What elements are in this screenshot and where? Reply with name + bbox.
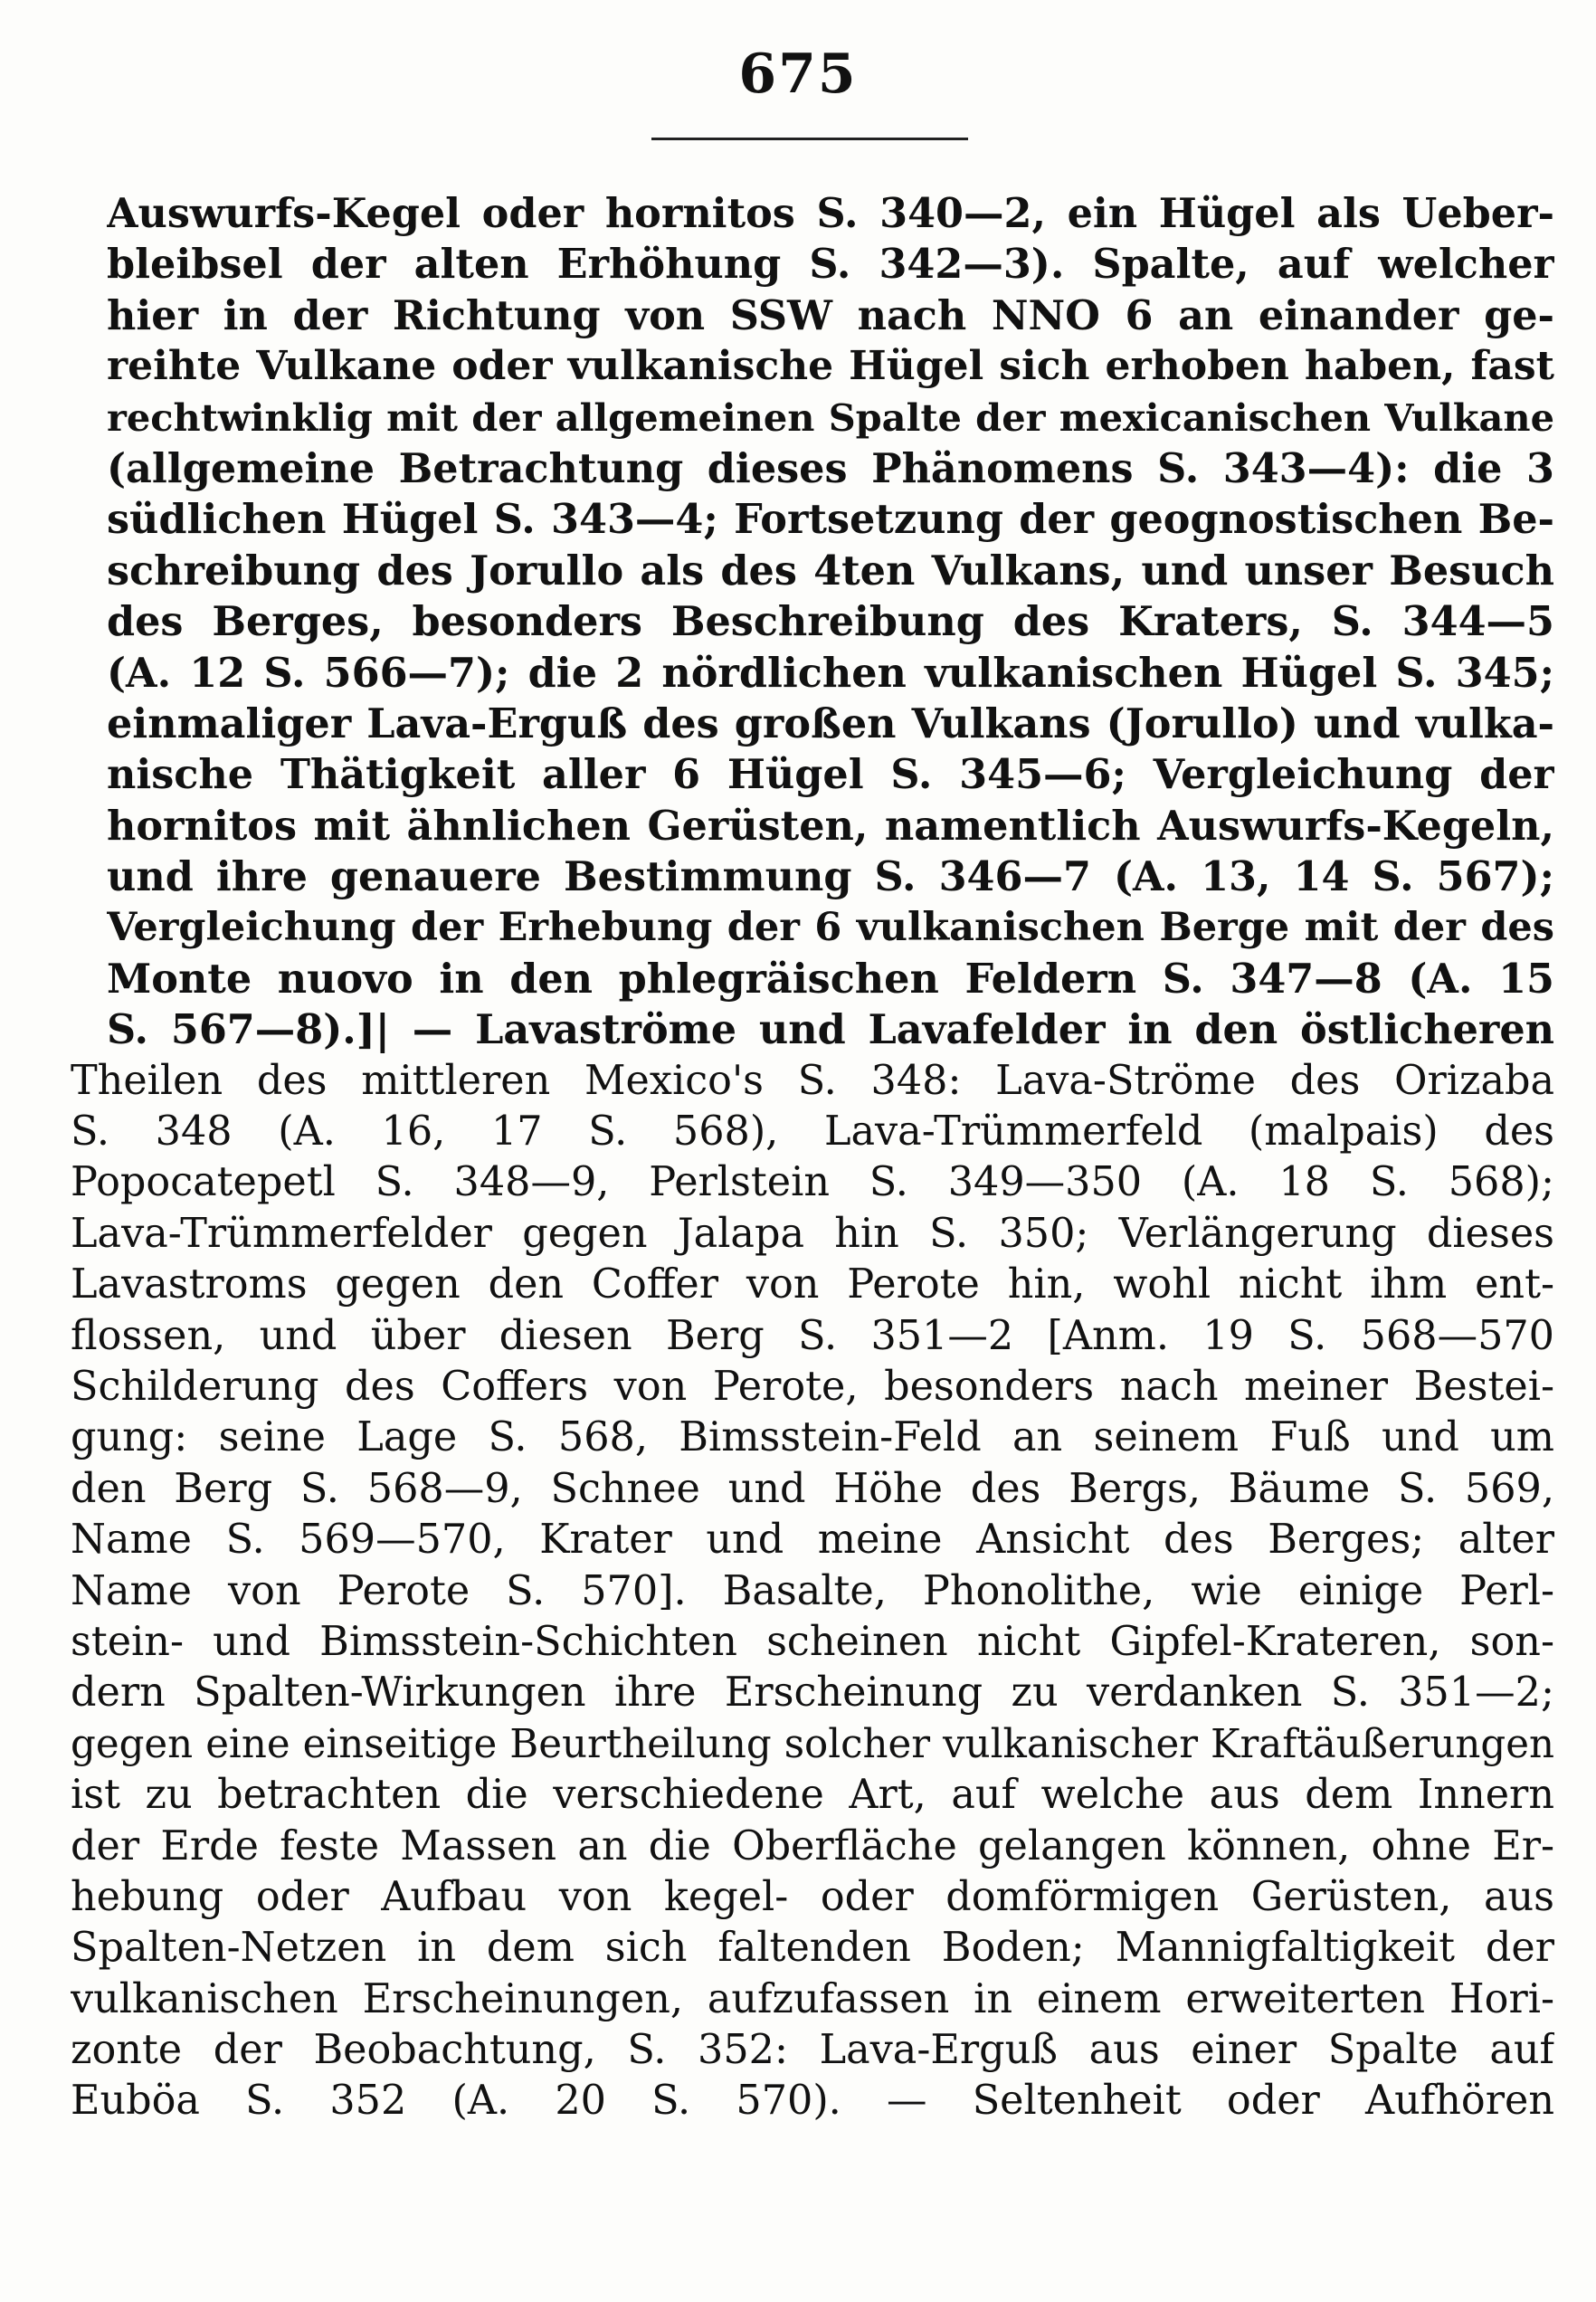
text-line: bleibsel der alten Erhöhung S. 342—3). Spalte, auf welcher <box>107 241 1554 289</box>
text-line: einmaliger Lava-Erguß des großen Vulkans (Jorullo) und vulka- <box>107 699 1554 747</box>
text-line: Popocatepetl S. 348—9, Perlstein S. 349—350 (A. 18 S. 568); <box>71 1159 1554 1206</box>
text-line: S. 567—8).]| — Lavaströme und Lavafelder in den östlicheren <box>107 1006 1554 1054</box>
text-line: schreibung des Jorullo als des 4ten Vulkans, und unser Besuch <box>107 547 1554 595</box>
text-line: gung: seine Lage S. 568, Bimsstein-Feld an seinem Fuß und um <box>71 1414 1554 1461</box>
text-line: Euböa S. 352 (A. 20 S. 570). — Seltenheit oder Aufhören <box>71 2078 1554 2125</box>
text-line: und ihre genauere Bestimmung S. 346—7 (A. 13, 14 S. 567); <box>107 853 1554 901</box>
text-line: des Berges, besonders Beschreibung des Kraters, S. 344—5 <box>107 598 1554 646</box>
text-line: der Erde feste Massen an die Oberfläche gelangen können, ohne Er- <box>71 1822 1554 1869</box>
text-line: gegen eine einseitige Beurtheilung solcher vulkanischer Kraftäußerungen <box>71 1721 1554 1767</box>
text-line: Spalten-Netzen in dem sich faltenden Boden; Mannigfaltigkeit der <box>71 1925 1554 1972</box>
text-line: (allgemeine Betrachtung dieses Phänomens S. 343—4): die 3 <box>107 444 1554 492</box>
text-line: Auswurfs-Kegel oder hornitos S. 340—2, ein Hügel als Ueber- <box>107 190 1554 237</box>
text-line: Lava-Trümmerfelder gegen Jalapa hin S. 350; Verlängerung dieses <box>71 1210 1554 1257</box>
text-line: (A. 12 S. 566—7); die 2 nördlichen vulkanischen Hügel S. 345; <box>107 649 1554 697</box>
body-text <box>71 188 1554 2127</box>
text-line: zonte der Beobachtung, S. 352: Lava-Erguß aus einer Spalte auf <box>71 2027 1554 2074</box>
text-line: flossen, und über diesen Berg S. 351—2 [Anm. 19 S. 568—570 <box>71 1312 1554 1359</box>
text-line: stein- und Bimsstein-Schichten scheinen nicht Gipfel-Krateren, son- <box>71 1618 1554 1665</box>
text-line: S. 348 (A. 16, 17 S. 568), Lava-Trümmerfeld (malpais) des <box>71 1108 1554 1156</box>
text-line: den Berg S. 568—9, Schnee und Höhe des Bergs, Bäume S. 569, <box>71 1465 1554 1512</box>
text-line: vulkanischen Erscheinungen, aufzufassen in einem erweiterten Hori- <box>71 1975 1554 2022</box>
text-line: hebung oder Aufbau von kegel- oder domförmigen Gerüsten, aus <box>71 1873 1554 1920</box>
text-line: nische Thätigkeit aller 6 Hügel S. 345—6; Vergleichung der <box>107 751 1554 799</box>
text-line: Schilderung des Coffers von Perote, besonders nach meiner Bestei- <box>71 1363 1554 1410</box>
text-line: südlichen Hügel S. 343—4; Fortsetzung der geognostischen Be- <box>107 496 1554 544</box>
text-line: rechtwinklig mit der allgemeinen Spalte der mexicanischen Vulkane <box>107 395 1554 440</box>
text-line: dern Spalten-Wirkungen ihre Erscheinung zu verdanken S. 351—2; <box>71 1669 1554 1717</box>
text-line: Name von Perote S. 570]. Basalte, Phonolithe, wie einige Perl- <box>71 1567 1554 1614</box>
header-rule <box>651 138 968 140</box>
text-line: Theilen des mittleren Mexico's S. 348: Lava-Ströme des Orizaba <box>71 1057 1554 1104</box>
text-line: Vergleichung der Erhebung der 6 vulkanischen Berge mit der des <box>107 905 1554 951</box>
text-line: ist zu betrachten die verschiedene Art, auf welche aus dem Innern <box>71 1772 1554 1819</box>
page-number: 675 <box>738 43 858 106</box>
text-line: Lavastroms gegen den Coffer von Perote hin, wohl nicht ihm ent- <box>71 1261 1554 1308</box>
text-line: Monte nuovo in den phlegräischen Feldern S. 347—8 (A. 15 <box>107 955 1554 1003</box>
text-line: reihte Vulkane oder vulkanische Hügel sich erhoben haben, fast <box>107 343 1554 390</box>
text-line: hier in der Richtung von SSW nach NNO 6 an einander ge- <box>107 291 1554 339</box>
text-line: hornitos mit ähnlichen Gerüsten, namentlich Auswurfs-Kegeln, <box>107 802 1554 850</box>
text-line: Name S. 569—570, Krater und meine Ansicht des Berges; alter <box>71 1517 1554 1564</box>
